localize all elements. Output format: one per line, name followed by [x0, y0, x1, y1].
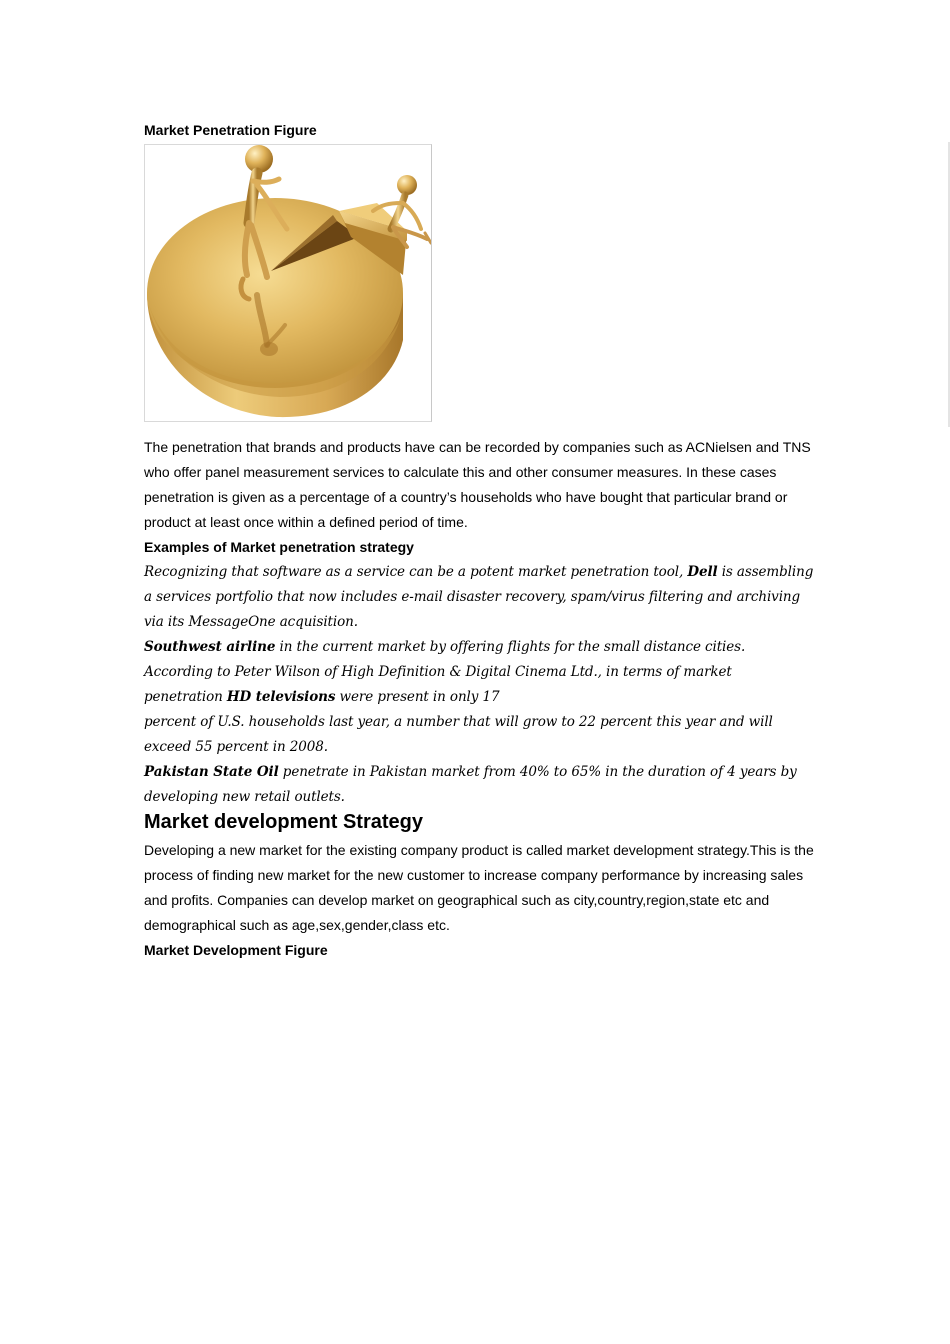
penetration-figure-image	[144, 144, 432, 422]
pso-text: penetrate in Pakistan market from 40% to 65% in the duration of 4 years by developing new retail outlets.	[144, 764, 797, 805]
pso-brand: Pakistan State Oil	[144, 764, 279, 780]
dell-text-after: is assembling a services portfolio that now includes e-mail disaster recovery, spam/virus filtering and archiving via its MessageOne acquisition.	[144, 564, 814, 630]
example-hdtv-line2	[144, 685, 816, 710]
document-body	[144, 120, 816, 963]
example-pso	[144, 760, 816, 810]
gold-pie-figures-illustration	[145, 145, 432, 422]
dell-text-before: Recognizing that software as a service can be a potent market penetration tool,	[144, 564, 688, 580]
example-dell	[144, 560, 816, 635]
development-paragraph: Developing a new market for the existing company product is called market development strategy.This is the process of finding new market for the new customer to increase company performance by increasing sales and profits. Companies can develop market on geographical such as city,country,region,state etc and demographical such as age,sex,gender,class etc.	[144, 842, 814, 933]
development-figure-caption: Market Development Figure	[144, 942, 328, 958]
example-hdtv-line3: percent of U.S. households last year, a number that will grow to 22 percent this year and will exceed 55 percent in 2008.	[144, 714, 773, 755]
penetration-figure-caption: Market Penetration Figure	[144, 122, 317, 138]
hdtv-brand: HD televisions	[226, 689, 336, 705]
southwest-text: in the current market by offering flights for the small distance cities.	[275, 639, 746, 655]
hdtv-text-before: penetration	[144, 689, 227, 705]
penetration-paragraph: The penetration that brands and products have can be recorded by companies such as ACNielsen and TNS who offer panel measurement services to calculate this and other consumer measures. In these cases penetration is given as a percentage of a country’s households who have bought that particular brand or product at least once within a defined period of time.	[144, 439, 811, 530]
hdtv-text-after: were present in only 17	[335, 689, 500, 705]
dell-brand: Dell	[687, 564, 718, 580]
southwest-brand: Southwest airline	[144, 639, 276, 655]
example-hdtv-line1: According to Peter Wilson of High Definition & Digital Cinema Ltd., in terms of market	[144, 664, 732, 680]
examples-heading: Examples of Market penetration strategy	[144, 539, 414, 555]
development-heading: Market development Strategy	[144, 811, 423, 833]
example-southwest	[144, 635, 816, 660]
